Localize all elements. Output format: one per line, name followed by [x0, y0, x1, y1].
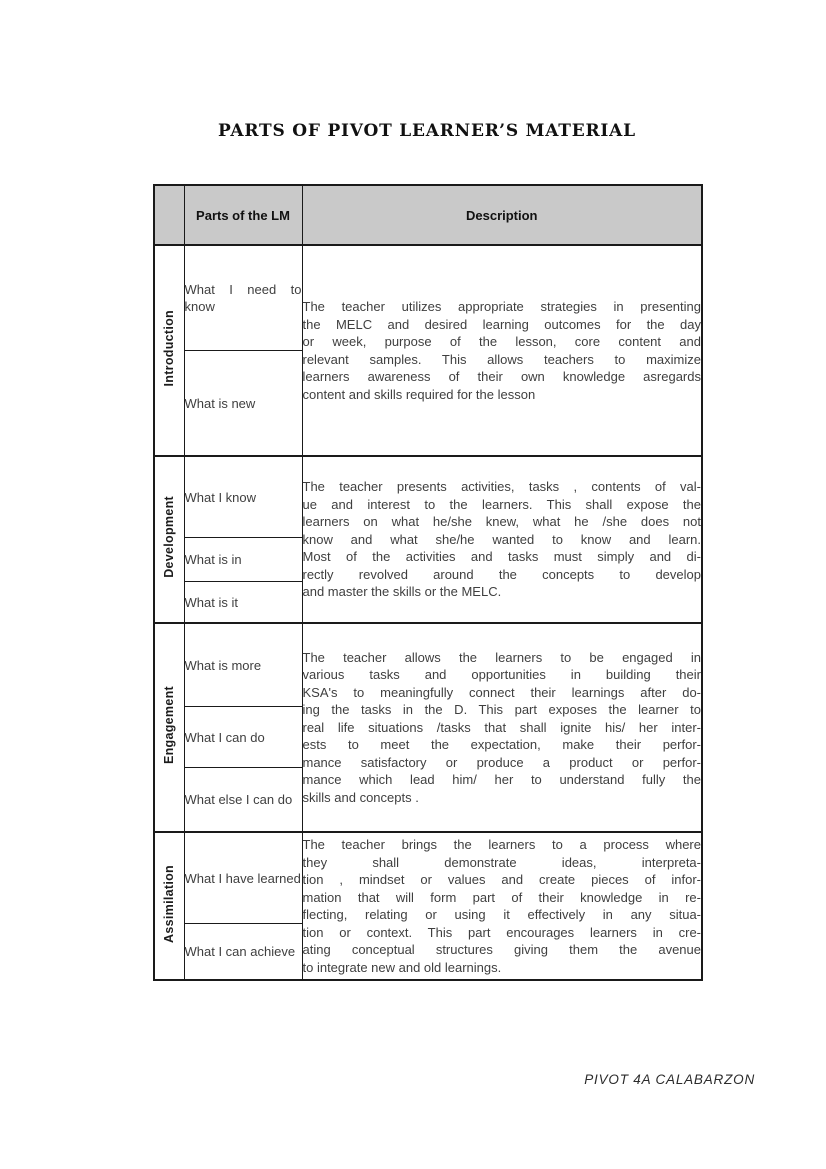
- category-cell-introduction: [154, 245, 184, 456]
- description-cell-engagement: [302, 623, 702, 832]
- description-line: mance satisfactory or produce a product or perfor-: [302, 754, 701, 770]
- part-cell: What is in: [184, 538, 302, 582]
- category-label-engagement: Engagement: [162, 685, 177, 764]
- description-line: ue and interest to the learners. This shall expose the: [302, 496, 701, 512]
- description-line: learners awareness of their own knowledge asregards: [302, 369, 701, 384]
- part-cell: What is new: [184, 351, 302, 457]
- description-cell-development: [302, 456, 702, 623]
- category-cell-development: [154, 456, 184, 623]
- description-line: The teacher utilizes appropriate strategies in presenting: [302, 299, 701, 314]
- description-line: mation that will form part of their knowledge in re-: [302, 889, 701, 905]
- description-line: Most of the activities and tasks must simply and di-: [302, 549, 701, 565]
- part-cell: What I have learned: [184, 832, 302, 924]
- description-line: know and what she/he wanted to know and learn.: [302, 531, 701, 547]
- description-line: The teacher brings the learners to a process where: [302, 837, 701, 852]
- description-line: or week, purpose of the lesson, core content and: [302, 334, 701, 349]
- description-line: real life situations /tasks that shall ignite his/ her inter-: [302, 719, 701, 735]
- description-line: tion , mindset or values and create pieces of infor-: [302, 872, 701, 887]
- page-footer: PIVOT 4A CALABARZON: [584, 1072, 755, 1087]
- part-cell: What is it: [184, 582, 302, 624]
- header-corner-cell: [154, 185, 184, 245]
- description-line: rectly revolved around the concepts to develop: [302, 566, 701, 582]
- category-cell-assimilation: [154, 832, 184, 980]
- description-line: The teacher allows the learners to be engaged in: [302, 649, 701, 665]
- category-label-assimilation: Assimilation: [162, 864, 177, 943]
- parts-of-lm-table: [153, 184, 703, 981]
- description-line: they shall demonstrate ideas, interpreta-: [302, 854, 701, 870]
- page-title: PARTS OF PIVOT LEARNER’S MATERIAL: [218, 121, 636, 141]
- description-line: mance which lead him/ her to understand fully the: [302, 772, 701, 788]
- header-description: Description: [302, 185, 702, 245]
- description-cell-assimilation: [302, 832, 702, 980]
- description-line: relevant samples. This allows teachers to maximize: [302, 351, 701, 367]
- description-line: ating conceptual structures giving them the avenue: [302, 942, 701, 957]
- table-row: [154, 623, 702, 707]
- description-line: tion or context. This part encourages learners in cre-: [302, 924, 701, 940]
- part-cell: What I can do: [184, 707, 302, 768]
- part-cell: What else I can do: [184, 768, 302, 833]
- table-row: [154, 456, 702, 538]
- category-label-development: Development: [162, 496, 177, 578]
- description-line: KSA's to meaningfully connect their learnings after do-: [302, 684, 701, 700]
- description-line: flecting, relating or using it effectively in any situa-: [302, 907, 701, 922]
- description-line: content and skills required for the lesson: [302, 386, 536, 402]
- category-label-introduction: Introduction: [162, 309, 177, 387]
- description-line: The teacher presents activities, tasks , contents of val-: [302, 479, 701, 495]
- part-cell: What I need to know: [184, 245, 302, 351]
- part-cell: What is more: [184, 623, 302, 707]
- description-line: various tasks and opportunities in building their: [302, 667, 701, 683]
- description-line: ests to meet the expectation, make their perfor-: [302, 737, 701, 753]
- table-header-row: [154, 185, 702, 245]
- description-line: skills and concepts .: [302, 789, 419, 805]
- part-cell: What I know: [184, 456, 302, 538]
- description-line: to integrate new and old learnings.: [302, 959, 502, 975]
- description-cell-introduction: [302, 245, 702, 456]
- table-row: [154, 832, 702, 924]
- part-cell: What I can achieve: [184, 924, 302, 981]
- category-cell-engagement: [154, 623, 184, 832]
- description-line: and master the skills or the MELC.: [302, 584, 502, 600]
- table-row: [154, 245, 702, 351]
- description-line: learners on what he/she knew, what he /she does not: [302, 514, 701, 530]
- description-line: ing the tasks in the D. This part exposes the learner to: [302, 702, 701, 718]
- header-parts-of-lm: Parts of the LM: [184, 185, 302, 245]
- description-line: the MELC and desired learning outcomes for the day: [302, 316, 701, 332]
